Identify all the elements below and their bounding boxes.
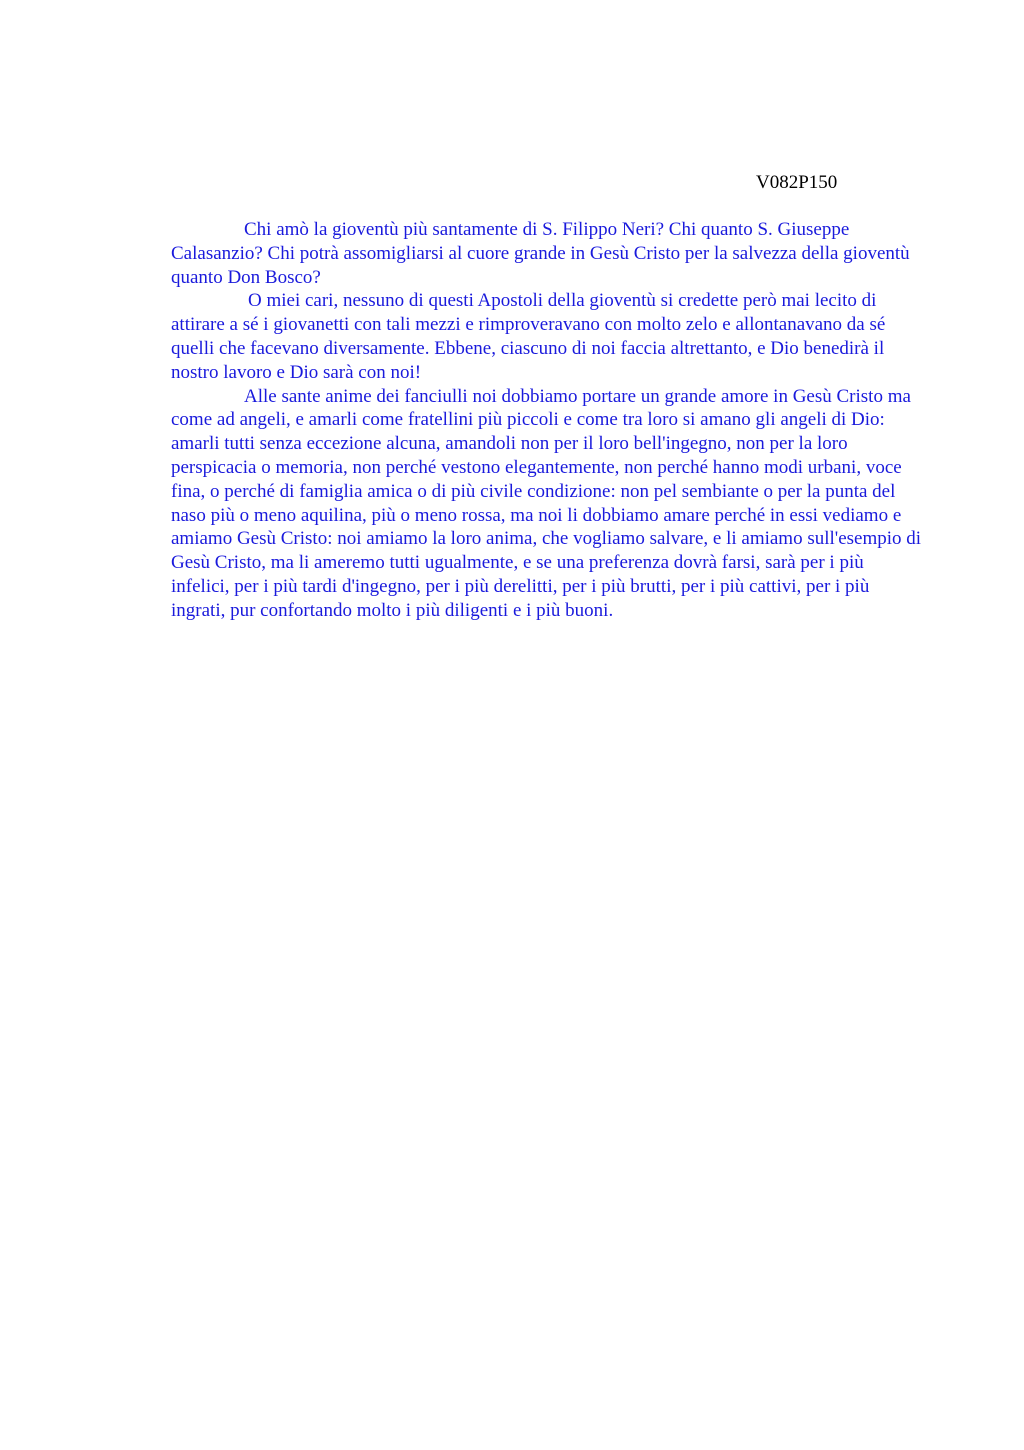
- paragraph-2: O miei cari, nessuno di questi Apostoli della gioventù si credette però mai lecito di attirare a sé i giovanetti con tali mezzi e rimproveravano con molto zelo e allontanavano da sé quelli che facevano diversamente. Ebbene, ciascuno di noi faccia altrettanto, e Dio benedirà il nostro lavoro e Dio sarà con noi!: [171, 290, 886, 383]
- paragraph-3: Alle sante anime dei fanciulli noi dobbiamo portare un grande amore in Gesù Cristo ma come ad angeli, e amarli come fratellini più piccoli e come tra loro si amano gli angeli di Dio: amarli tutti senza eccezione alcuna, amandoli non per il loro bell'ingegno, non per la loro perspicacia o memoria, non perché vestono elegantemente, non perché hanno modi urbani, voce fina, o perché di famiglia amica o di più civile condizione: non pel sembiante o per la punta del naso più o meno aquilina, più o meno rossa, ma noi li dobbiamo amare perché in essi vediamo e amiamo Gesù Cristo: noi amiamo la loro anima, che vogliamo salvare, e li amiamo sull'esempio di Gesù Cristo, ma li ameremo tutti ugualmente, e se una preferenza dovrà farsi, sarà per i più infelici, per i più tardi d'ingegno, per i più derelitti, per i più brutti, per i più cattivi, per i più ingrati, pur confortando molto i più diligenti e i più buoni.: [171, 385, 922, 621]
- body-text: [171, 218, 923, 623]
- page-code: V082P150: [756, 172, 838, 193]
- paragraph-1: Chi amò la gioventù più santamente di S. Filippo Neri? Chi quanto S. Giuseppe Calasanzio? Chi potrà assomigliarsi al cuore grande in Gesù Cristo per la salvezza della gioventù quanto Don Bosco?: [171, 219, 910, 288]
